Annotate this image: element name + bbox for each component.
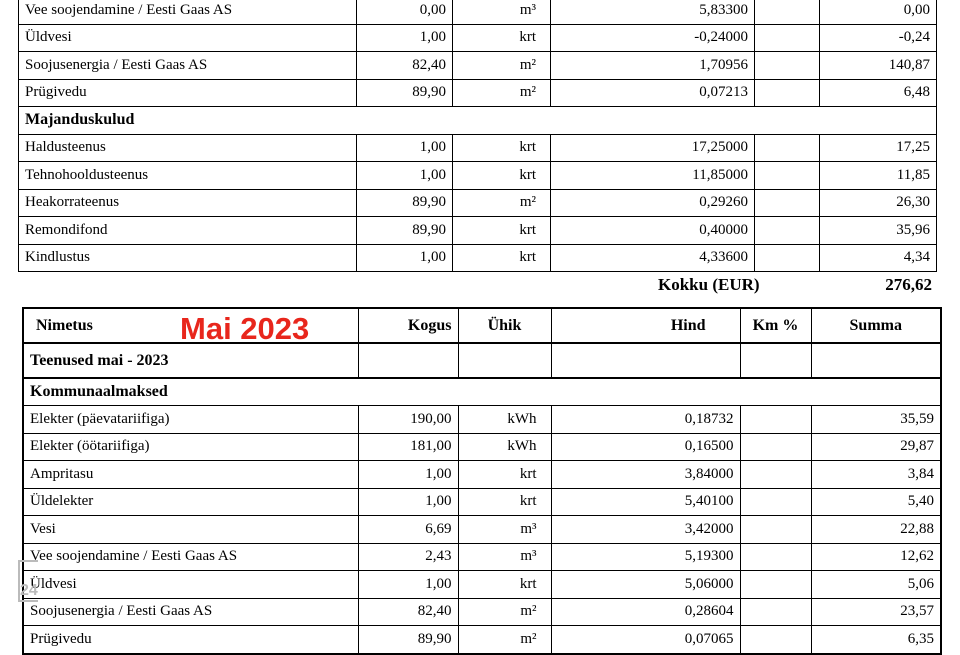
item-price: 0,29260 [551,189,755,217]
item-unit: krt [453,134,551,162]
item-sum: 23,57 [811,598,941,626]
table-row [19,217,937,245]
item-discount [740,543,811,571]
item-quantity: 190,00 [358,406,458,434]
item-quantity: 1,00 [357,24,453,52]
item-unit: m² [453,52,551,80]
item-sum: 5,40 [811,488,941,516]
item-sum: 5,06 [811,571,941,599]
item-unit: krt [453,162,551,190]
col-header-unit: Ühik [458,308,551,343]
item-name: Vesi [23,516,358,544]
table-row [19,244,937,272]
item-name: Remondifond [19,217,357,245]
table-row [19,189,937,217]
item-sum: -0,24 [820,24,937,52]
item-name: Elekter (päevatariifiga) [23,406,358,434]
col-header-sum: Summa [811,308,941,343]
table-row [19,162,937,190]
item-name: Haldusteenus [19,134,357,162]
item-name: Kindlustus [19,244,357,272]
item-price: 0,40000 [551,217,755,245]
total-label: Kokku (EUR) [658,275,760,294]
item-quantity: 6,69 [358,516,458,544]
total-row [0,272,960,298]
item-price: 0,28604 [551,598,740,626]
table-row [23,543,941,571]
subheader-title: Teenused mai - 2023 [23,343,358,378]
item-discount [740,571,811,599]
table-row [23,488,941,516]
watermark-logo: 24 [18,560,38,602]
table-row [23,433,941,461]
item-unit: m³ [453,0,551,24]
table-row [23,571,941,599]
item-price: 3,42000 [551,516,740,544]
table-row [19,134,937,162]
item-sum: 22,88 [811,516,941,544]
item-quantity: 1,00 [357,162,453,190]
section-title: Majanduskulud [19,107,937,135]
item-price: 1,70956 [551,52,755,80]
item-discount [755,244,820,272]
item-name: Prügivedu [23,626,358,654]
col-header-price: Hind [551,308,740,343]
item-sum: 3,84 [811,461,941,489]
item-sum: 140,87 [820,52,937,80]
item-sum: 17,25 [820,134,937,162]
item-name: Soojusenergia / Eesti Gaas AS [19,52,357,80]
item-discount [740,488,811,516]
item-quantity: 1,00 [357,134,453,162]
item-quantity: 82,40 [358,598,458,626]
item-discount [740,461,811,489]
item-sum: 4,34 [820,244,937,272]
item-price: 4,33600 [551,244,755,272]
item-price: 5,83300 [551,0,755,24]
table-row [19,79,937,107]
item-name: Vee soojendamine / Eesti Gaas AS [19,0,357,24]
item-sum: 0,00 [820,0,937,24]
table-row [23,598,941,626]
item-sum: 35,96 [820,217,937,245]
item-price: 0,16500 [551,433,740,461]
item-price: 3,84000 [551,461,740,489]
item-discount [755,79,820,107]
table-row [19,0,937,24]
item-sum: 11,85 [820,162,937,190]
item-discount [755,0,820,24]
item-discount [755,162,820,190]
item-price: 5,06000 [551,571,740,599]
item-discount [755,52,820,80]
col-header-qty: Kogus [358,308,458,343]
item-quantity: 0,00 [357,0,453,24]
item-unit: krt [458,488,551,516]
item-unit: m² [453,79,551,107]
may-2023-table [22,307,942,655]
table-row [23,461,941,489]
section-title: Kommunaalmaksed [23,378,941,406]
item-name: Soojusenergia / Eesti Gaas AS [23,598,358,626]
item-name: Üldvesi [23,571,358,599]
item-unit: m³ [458,516,551,544]
table-row [23,516,941,544]
section-row [19,107,937,135]
item-discount [740,406,811,434]
item-price: 0,18732 [551,406,740,434]
item-sum: 35,59 [811,406,941,434]
item-price: 5,19300 [551,543,740,571]
col-header-discount: Km % [740,308,811,343]
item-quantity: 89,90 [357,79,453,107]
item-quantity: 1,00 [357,244,453,272]
item-discount [755,217,820,245]
item-name: Elekter (öötariifiga) [23,433,358,461]
item-unit: m² [453,189,551,217]
item-quantity: 1,00 [358,461,458,489]
item-quantity: 82,40 [357,52,453,80]
item-quantity: 1,00 [358,571,458,599]
item-discount [755,24,820,52]
item-discount [755,189,820,217]
item-discount [740,516,811,544]
item-sum: 12,62 [811,543,941,571]
item-unit: m² [458,598,551,626]
item-name: Heakorrateenus [19,189,357,217]
item-name: Üldelekter [23,488,358,516]
item-price: 17,25000 [551,134,755,162]
item-price: 5,40100 [551,488,740,516]
item-unit: m² [458,626,551,654]
item-unit: kWh [458,433,551,461]
item-sum: 29,87 [811,433,941,461]
item-sum: 26,30 [820,189,937,217]
item-price: 11,85000 [551,162,755,190]
item-quantity: 89,90 [357,217,453,245]
item-quantity: 1,00 [358,488,458,516]
col-header-name: Nimetus [23,308,358,343]
table-row [19,52,937,80]
item-price: -0,24000 [551,24,755,52]
item-name: Prügivedu [19,79,357,107]
item-unit: krt [458,461,551,489]
item-discount [740,598,811,626]
item-quantity: 89,90 [357,189,453,217]
previous-month-table [18,0,937,272]
section-row [23,378,941,406]
header-row [23,308,941,343]
item-price: 0,07213 [551,79,755,107]
item-quantity: 2,43 [358,543,458,571]
item-unit: krt [453,217,551,245]
item-quantity: 89,90 [358,626,458,654]
item-unit: krt [453,244,551,272]
item-name: Üldvesi [19,24,357,52]
item-unit: kWh [458,406,551,434]
month-stamp: Mai 2023 [180,311,310,346]
item-unit: krt [458,571,551,599]
total-value: 276,62 [885,275,932,294]
table-row [23,406,941,434]
item-name: Ampritasu [23,461,358,489]
table-row [19,24,937,52]
item-sum: 6,48 [820,79,937,107]
subheader-row [23,343,941,378]
item-name: Vee soojendamine / Eesti Gaas AS [23,543,358,571]
item-price: 0,07065 [551,626,740,654]
item-discount [740,433,811,461]
item-sum: 6,35 [811,626,941,654]
item-name: Tehnohooldusteenus [19,162,357,190]
item-discount [755,134,820,162]
item-unit: krt [453,24,551,52]
item-quantity: 181,00 [358,433,458,461]
item-unit: m³ [458,543,551,571]
